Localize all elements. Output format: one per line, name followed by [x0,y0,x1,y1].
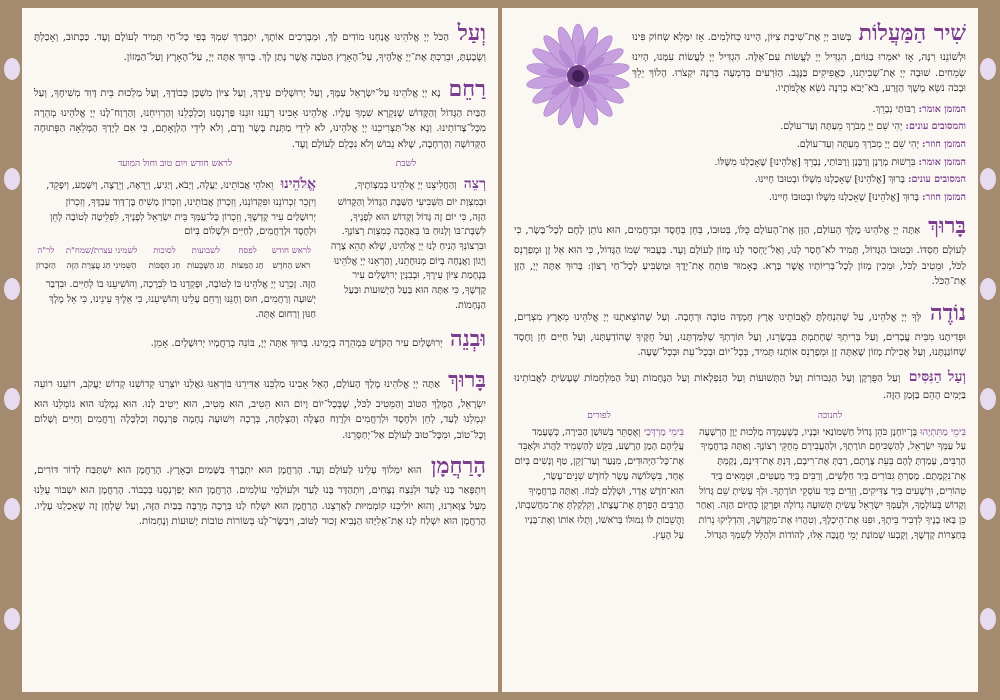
uvneh-text: יְרוּשָׁלַיִם עִיר הַקֹּדֶשׁ בִּמְהֵרָה בְיָמֵינוּ. בָּרוּךְ אַתָּה יְיָ, בּוֹנֵה בְרַחֲמָיו יְרוּשָׁלָיִם. אָמֵן. [150,338,443,350]
zimun-text: יְהִי שֵׁם יְיָ מְבֹרָךְ מֵעַתָּה וְעַד־עוֹלָם. [796,139,919,151]
border-dot [4,388,20,410]
border-dot [980,498,996,520]
baruch2-title: בָּרוּךְ [448,366,486,393]
zimun-line [514,173,966,188]
zimun-line [514,138,966,153]
yaaleh-veyavo-box [34,158,316,322]
holiday-value: הַזִּכָּרוֹן [35,261,56,272]
baruch-title: בָּרוּךְ [928,212,966,239]
holiday-name: לסוכות [153,245,176,256]
baruch2-text: אַתָּה יְיָ אֱלֹהֵינוּ מֶלֶךְ הָעוֹלָם, הָאֵל אָבִינוּ מַלְכֵּנוּ אַדִּירֵנוּ בּוֹרְאֵנוּ גֹּאֲלֵנוּ יוֹצְרֵנוּ קְדוֹשֵׁנוּ קְדוֹשׁ יַעֲקֹב, רוֹעֵנוּ רוֹעֵה יִשְׂרָאֵל, הַמֶּלֶךְ הַטּוֹב וְהַמֵּטִיב לַכֹּל, שֶׁבְּכָל־יוֹם וָיוֹם הוּא הֵטִיב, הוּא מֵטִיב, הוּא יֵיטִיב לָנוּ. הוּא גְמָלָנוּ הוּא גוֹמְלֵנוּ הוּא יִגְמְלֵנוּ לָעַד, לְחֵן וּלְחֶסֶד וּלְרַחֲמִים וּלְרֶוַח הַצָּלָה וְהַצְלָחָה, בְּרָכָה וִישׁוּעָה נֶחָמָה פַּרְנָסָה וְכַלְכָּלָה וְרַחֲמִים וְחַיִּים וְשָׁלוֹם וְכָל־טוֹב, וּמִכָּל־טוּב לְעוֹלָם אַל־יְחַסְּרֵנוּ. [34,378,486,441]
shir-hamaalot-title: שִׁיר הַמַּעֲלוֹת [858,20,966,46]
zimun-speaker: המסובים עונים: [907,174,966,186]
flower-icon [524,22,632,130]
inserts-row [34,158,486,322]
zimun-text: בָּרוּךְ [אֱלֹהֵינוּ] שֶׁאָכַלְנוּ מִשֶּׁלּוֹ וּבְטוּבוֹ חָיִינוּ. [768,192,919,204]
harachaman-title: הָרַחֲמָן [430,453,487,480]
uvneh-title: וּבְנֵה [449,326,486,353]
right-page [502,8,978,692]
al-hanisim-paragraph [514,367,966,404]
chanukah-title: בִּימֵי מַתִּתְיָהוּ [920,426,966,438]
zimun-speaker: המזמן חוזר: [922,192,966,204]
zimun-line [514,191,966,206]
border-dot [4,168,20,190]
purim-heading: לפורים [587,410,611,421]
border-dot [4,58,20,80]
harachaman-text: הוּא יִמְלוֹךְ עָלֵינוּ לְעוֹלָם וָעֶד. הָרַחֲמָן הוּא יִתְבָּרַךְ בַּשָּׁמַיִם וּבָאָרֶץ. הָרַחֲמָן הוּא יִשְׁתַּבַּח לְדוֹר דּוֹרִים, וְיִתְפָּאַר בָּנוּ לָעַד וּלְנֵצַח נְצָחִים, וְיִתְהַדַּר בָּנוּ לָעַד וּלְעוֹלְמֵי עוֹלָמִים. הָרַחֲמָן הוּא יְפַרְנְסֵנוּ בְּכָבוֹד. הָרַחֲמָן הוּא יִשְׁבּוֹר עֻלֵּנוּ מֵעַל צַוָּארֵנוּ, וְהוּא יוֹלִיכֵנוּ קוֹמְמִיּוּת לְאַרְצֵנוּ. הָרַחֲמָן הוּא יִשְׁלַח לָנוּ בְּרָכָה מְרֻבָּה בַּבַּיִת הַזֶּה, וְעַל שֻׁלְחָן זֶה שֶׁאָכַלְנוּ עָלָיו. הָרַחֲמָן הוּא יִשְׁלַח לָנוּ אֶת־אֵלִיָּהוּ הַנָּבִיא זָכוּר לַטּוֹב, וִיבַשֶּׂר־לָנוּ בְּשׂוֹרוֹת טוֹבוֹת יְשׁוּעוֹת וְנֶחָמוֹת. [34,465,486,528]
baruch-text: אַתָּה יְיָ אֱלֹהֵינוּ מֶלֶךְ הָעוֹלָם, הַזָּן אֶת־הָעוֹלָם כֻּלּוֹ, בְּטוּבוֹ, בְּחֵן בְּחֶסֶד וּבְרַחֲמִים, הוּא נוֹתֵן לֶחֶם לְכָל־בָּשָׂר, כִּי לְעוֹלָם חַסְדּוֹ. וּבְטוּבוֹ הַגָּדוֹל, תָּמִיד לֹא־חָסַר לָנוּ, וְאַל־יֶחְסַר לָנוּ מָזוֹן לְעוֹלָם וָעֶד. בַּעֲבוּר שְׁמוֹ הַגָּדוֹל, כִּי הוּא אֵל זָן וּמְפַרְנֵס לַכֹּל, וּמֵטִיב לַכֹּל, וּמֵכִין מָזוֹן לְכָל־בְּרִיּוֹתָיו אֲשֶׁר בָּרָא. כָּאָמוּר פּוֹתֵחַ אֶת־יָדֶךָ וּמַשְׂבִּיעַ לְכָל־חַי רָצוֹן: בָּרוּךְ אַתָּה יְיָ, הַזָּן אֶת־הַכֹּל. [514,224,966,287]
shabbat-box [326,158,486,322]
retzeh-text: וְהַחֲלִיצֵנוּ יְיָ אֱלֹהֵינוּ בְּמִצְוֹתֶיךָ, וּבְמִצְוַת יוֹם הַשְּׁבִיעִי הַשַּׁבָּת הַגָּדוֹל וְהַקָּדוֹשׁ הַזֶּה, כִּי יוֹם זֶה גָּדוֹל וְקָדוֹשׁ הוּא לְפָנֶיךָ, לִשְׁבָּת־בּוֹ וְלָנוּחַ בּוֹ בְּאַהֲבָה כְּמִצְוַת רְצוֹנֶךָ. וּבִרְצוֹנְךָ הָנִיחַ לָנוּ יְיָ אֱלֹהֵינוּ, שֶׁלֹּא תְהֵא צָרָה וְיָגוֹן וַאֲנָחָה בְּיוֹם מְנוּחָתֵנוּ, וְהַרְאֵנוּ יְיָ אֱלֹהֵינוּ בְּנֶחָמַת צִיּוֹן עִירֶךָ, וּבְבִנְיַן יְרוּשָׁלַיִם עִיר קָדְשֶׁךָ, כִּי אַתָּה הוּא בַּעַל הַיְשׁוּעוֹת וּבַעַל הַנֶּחָמוֹת. [330,180,486,311]
zimun-text: רַבּוֹתַי נְבָרֵךְ. [872,103,916,115]
harachaman-paragraph [34,449,486,530]
veal-text: הַכֹּל יְיָ אֱלֹהֵינוּ אֲנַחְנוּ מוֹדִים לָךְ, וּמְבָרְכִים אוֹתָךְ, יִתְבָּרַךְ שִׁמְךָ בְּפִי כָּל־חַי תָּמִיד לְעוֹלָם וָעֶד. כַּכָּתוּב, וְאָכַלְתָּ וְשָׂבָעְתָּ, וּבֵרַכְתָּ אֶת־יְיָ אֱלֹהֶיךָ, עַל־הָאָרֶץ הַטֹּבָה אֲשֶׁר נָתַן לָךְ. בָּרוּךְ אַתָּה יְיָ, עַל־הָאָרֶץ וְעַל־הַמָּזוֹן. [34,32,486,64]
holiday-table-head [34,244,316,259]
shir-hamaalot-text: בְּשׁוּב יְיָ אֶת־שִׁיבַת צִיּוֹן, הָיִינוּ כְּחֹלְמִים. אָז יִמָּלֵא שְׂחוֹק פִּינוּ וּלְשׁוֹנֵנוּ רִנָּה, אָז יֹאמְרוּ בַגּוֹיִם, הִגְדִּיל יְיָ לַעֲשׂוֹת עִם־אֵלֶּה. הִגְדִּיל יְיָ לַעֲשׂוֹת עִמָּנוּ, הָיִינוּ שְׂמֵחִים. שׁוּבָה יְיָ אֶת־שְׁבִיתֵנוּ, כַּאֲפִיקִים בַּנֶּגֶב. הַזֹּרְעִים בְּדִמְעָה בְּרִנָּה יִקְצֹרוּ. הָלוֹךְ יֵלֵךְ וּבָכֹה נֹשֵׂא מֶשֶׁךְ הַזָּרַע, בֹּא־יָבֹא בְרִנָּה נֹשֵׂא אֲלֻמֹּתָיו. [632,32,966,95]
racheim-text: נָא יְיָ אֱלֹהֵינוּ עַל־יִשְׂרָאֵל עַמֶּךָ, וְעַל יְרוּשָׁלַיִם עִירֶךָ, וְעַל צִיּוֹן מִשְׁכַּן כְּבוֹדֶךָ, וְעַל מַלְכוּת בֵּית דָּוִד מְשִׁיחֶךָ, וְעַל הַבַּיִת הַגָּדוֹל וְהַקָּדוֹשׁ שֶׁנִּקְרָא שִׁמְךָ עָלָיו. אֱלֹהֵינוּ אָבִינוּ רְעֵנוּ זוּנֵנוּ פַּרְנְסֵנוּ וְכַלְכְּלֵנוּ וְהַרְוִיחֵנוּ, וְהַרְוַח־לָנוּ יְיָ אֱלֹהֵינוּ מְהֵרָה מִכָּל־צָרוֹתֵינוּ. וְנָא אַל־תַּצְרִיכֵנוּ יְיָ אֱלֹהֵינוּ, לֹא לִידֵי מַתְּנַת בָּשָׂר וָדָם, וְלֹא לִידֵי הַלְוָאָתָם, כִּי אִם לְיָדְךָ הַמְּלֵאָה הַפְּתוּחָה הַקְּדוֹשָׁה וְהָרְחָבָה, שֶׁלֹּא נֵבוֹשׁ וְלֹא נִכָּלֵם לְעוֹלָם וָעֶד. [34,87,486,150]
retzeh-title: רְצֵה [463,176,486,193]
veal-hakol-paragraph [34,16,486,66]
holiday-value: חַג הַמַּצּוֹת [231,261,264,272]
holiday-table-values [34,259,316,274]
nodeh-paragraph [514,296,966,361]
left-page [22,8,498,692]
racheim-paragraph [34,72,486,153]
purim-text: וְאֶסְתֵּר בְּשׁוּשַׁן הַבִּירָה, כְּשֶׁעָמַד עֲלֵיהֶם הָמָן הָרָשָׁע, בִּקֵּשׁ לְהַשְׁמִיד לַהֲרֹג וּלְאַבֵּד אֶת־כָּל־הַיְּהוּדִים, מִנַּעַר וְעַד־זָקֵן, טַף וְנָשִׁים בְּיוֹם אֶחָד, בִּשְׁלוֹשָׁה עָשָׂר לְחֹדֶשׁ שְׁנֵים־עָשָׂר, הוּא־חֹדֶשׁ אֲדָר, וּשְׁלָלָם לָבוֹז. וְאַתָּה בְּרַחֲמֶיךָ הָרַבִּים הֵפַרְתָּ אֶת־עֲצָתוֹ, וְקִלְקַלְתָּ אֶת־מַחֲשַׁבְתּוֹ, וַהֲשֵׁבוֹתָ לּוֹ גְּמוּלוֹ בְּרֹאשׁוֹ, וְתָלוּ אוֹתוֹ וְאֶת־בָּנָיו עַל הָעֵץ. [514,426,684,541]
zimun-speaker: המזמן אומר: [918,156,966,168]
holiday-table [34,244,316,274]
zachreinu-text: הַזֶּה. זָכְרֵנוּ יְיָ אֱלֹהֵינוּ בּוֹ לְטוֹבָה, וּפָקְדֵנוּ בוֹ לִבְרָכָה, וְהוֹשִׁיעֵנוּ בוֹ לְחַיִּים. וּבִדְבַר יְשׁוּעָה וְרַחֲמִים, חוּס וְחָנֵּנוּ וְרַחֵם עָלֵינוּ וְהוֹשִׁיעֵנוּ, כִּי אֵלֶיךָ עֵינֵינוּ, כִּי אֵל מֶלֶךְ חַנּוּן וְרַחוּם אָתָּה. [45,279,316,320]
zimun-speaker: המזמן חוזר: [922,139,966,151]
holiday-name: לר"ה [37,245,55,256]
zimun-speaker: והמסובים עונים: [905,121,966,133]
zimun-speaker: המזמן אומר: [918,103,966,115]
chanukah-box [694,410,966,544]
al-hanisim-text: וְעַל הַפֻּרְקָן וְעַל הַגְּבוּרוֹת וְעַל הַתְּשׁוּעוֹת וְעַל הַנִּפְלָאוֹת וְעַל הַנֶּחָמוֹת וְעַל הַמִּלְחָמוֹת שֶׁעָשִׂיתָ לַאֲבוֹתֵינוּ בַּיָּמִים הָהֵם בַּזְּמַן הַזֶּה. [514,372,966,402]
veal-title: וְעַל [457,20,486,46]
zimun-text: יְהִי שֵׁם יְיָ מְבֹרָךְ מֵעַתָּה וְעַד־עוֹלָם. [780,121,903,133]
holiday-name: לפסח [238,245,257,256]
border-dot [980,278,996,300]
shabbat-heading: לשבת [395,159,417,170]
holiday-name: לשבועות [191,245,221,256]
uvneh-paragraph [34,322,486,356]
holiday-value: חַג הַסֻּכּוֹת [148,261,181,272]
purim-box [514,410,684,544]
holiday-value: חַג הַשָּׁבֻעוֹת [187,261,225,272]
nodeh-text: לְּךָ יְיָ אֱלֹהֵינוּ, עַל שֶׁהִנְחַלְתָּ לַאֲבוֹתֵינוּ אֶרֶץ חֶמְדָּה טוֹבָה וּרְחָבָה. וְעַל שֶׁהוֹצֵאתָנוּ יְיָ אֱלֹהֵינוּ מֵאֶרֶץ מִצְרַיִם, וּפְדִיתָנוּ מִבֵּית עֲבָדִים, וְעַל בְּרִיתְךָ שֶׁחָתַמְתָּ בִּבְשָׂרֵנוּ, וְעַל תּוֹרָתְךָ שֶׁלִּמַּדְתָּנוּ, וְעַל חֻקֶּיךָ שֶׁהוֹדַעְתָּנוּ, וְעַל חַיִּים חֵן וָחֶסֶד שֶׁחוֹנַנְתָּנוּ, וְעַל אֲכִילַת מָזוֹן שָׁאַתָּה זָן וּמְפַרְנֵס אוֹתָנוּ תָּמִיד, בְּכָל־יוֹם וּבְכָל־עֵת וּבְכָל־שָׁעָה. [514,311,966,359]
border-dot [4,608,20,630]
holiday-name: לראש חודש [271,245,312,256]
zimun-text: בָּרוּךְ [אֱלֹהֵינוּ] שֶׁאָכַלְנוּ מִשֶּׁלּוֹ וּבְטוּבוֹ חָיִינוּ. [754,174,905,186]
chanukah-text: בֶּן־יוֹחָנָן כֹּהֵן גָּדוֹל חַשְׁמוֹנַאי וּבָנָיו, כְּשֶׁעָמְדָה מַלְכוּת יָוָן הָרְשָׁעָה עַל עַמְּךָ יִשְׂרָאֵל, לְהַשְׁכִּיחָם תּוֹרָתֶךָ, וּלְהַעֲבִירָם מֵחֻקֵּי רְצוֹנֶךָ. וְאַתָּה בְּרַחֲמֶיךָ הָרַבִּים, עָמַדְתָּ לָהֶם בְּעֵת צָרָתָם, רַבְתָּ אֶת־רִיבָם, דַּנְתָּ אֶת־דִּינָם, נָקַמְתָּ אֶת־נִקְמָתָם. מָסַרְתָּ גִּבּוֹרִים בְּיַד חַלָּשִׁים, וְרַבִּים בְּיַד מְעַטִּים, וּטְמֵאִים בְּיַד טְהוֹרִים, וּרְשָׁעִים בְּיַד צַדִּיקִים, וְזֵדִים בְּיַד עוֹסְקֵי תוֹרָתֶךָ. וּלְךָ עָשִׂיתָ שֵׁם גָּדוֹל וְקָדוֹשׁ בְּעוֹלָמֶךָ, וּלְעַמְּךָ יִשְׂרָאֵל עָשִׂיתָ תְּשׁוּעָה גְדוֹלָה וּפֻרְקָן כְּהַיּוֹם הַזֶּה. וְאַחַר כֵּן בָּאוּ בָנֶיךָ לִדְבִיר בֵּיתֶךָ, וּפִנּוּ אֶת־הֵיכָלֶךָ, וְטִהֲרוּ אֶת־מִקְדָּשֶׁךָ, וְהִדְלִיקוּ נֵרוֹת בְּחַצְרוֹת קָדְשֶׁךָ, וְקָבְעוּ שְׁמוֹנַת יְמֵי חֲנֻכָּה אֵלּוּ, לְהוֹדוֹת וּלְהַלֵּל לְשִׁמְךָ הַגָּדוֹל. [696,426,966,541]
yaaleh-title: אֱלֹהֵינוּ [280,176,316,193]
border-dot [4,498,20,520]
baruch-hatov-paragraph [34,363,486,444]
rosh-chodesh-heading: לראש חודש ויום טוב וחול המועד [117,159,233,170]
border-dot [980,388,996,410]
border-dot [980,168,996,190]
chanukah-heading: לחנוכה [817,410,843,421]
holiday-inserts [514,410,966,544]
holiday-value: רֹאשׁ הַחֹדֶשׁ [272,261,311,272]
border-dot [980,58,996,80]
border-dot [980,608,996,630]
nodeh-title: נוֹדֶה [929,299,967,326]
baruch-hazan-paragraph [514,209,966,290]
yaaleh-text: וֵאלֹהֵי אֲבוֹתֵינוּ, יַעֲלֶה, וְיָבֹא, וְיַגִּיעַ, וְיֵרָאֶה, וְיֵרָצֶה, וְיִשָּׁמַע, וְיִפָּקֵד, וְיִזָּכֵר זִכְרוֹנֵנוּ וּפִקְדוֹנֵנוּ, וְזִכְרוֹן אֲבוֹתֵינוּ, וְזִכְרוֹן מָשִׁיחַ בֶּן־דָּוִד עַבְדֶּךָ, וְזִכְרוֹן יְרוּשָׁלַיִם עִיר קָדְשֶׁךָ, וְזִכְרוֹן כָּל־עַמְּךָ בֵּית יִשְׂרָאֵל לְפָנֶיךָ, לִפְלֵיטָה לְטוֹבָה לְחֵן וּלְחֶסֶד וּלְרַחֲמִים, לְחַיִּים וּלְשָׁלוֹם בְּיוֹם [46,180,316,238]
zimun-line [514,156,966,171]
border-dot [4,278,20,300]
al-hanisim-title: וְעַל הַנִּסִּים [908,368,966,385]
purim-title: בִּימֵי מָרְדְּכַי [643,426,684,438]
racheim-title: רַחֵם [448,75,486,102]
zimun-text: בִּרְשׁוּת מָרָנָן וְרַבָּנָן וְרַבּוֹתַי, נְבָרֵךְ [אֱלֹהֵינוּ] שֶׁאָכַלְנוּ מִשֶּׁלּוֹ. [714,156,916,168]
holiday-name: לשמיני עצרת/שמח"ת [65,245,138,256]
holiday-value: הַשְּׁמִינִי חַג עֲצֶרֶת הַזֶּה [66,261,137,272]
